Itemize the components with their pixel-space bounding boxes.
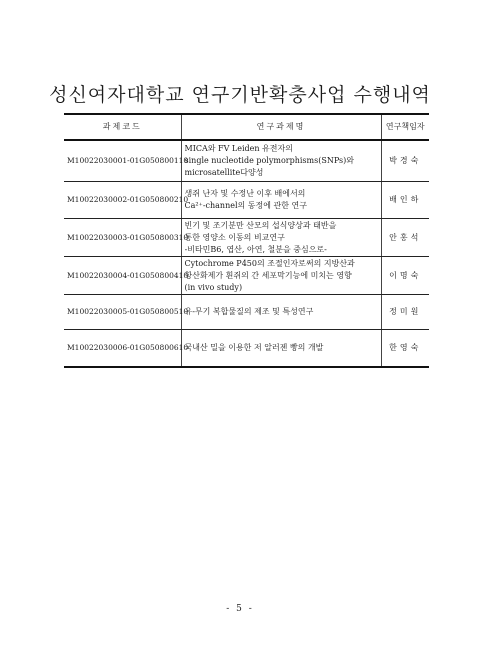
project-name-line: 빈기 및 조기분만 산모의 섭식양상과 태반을	[184, 220, 337, 230]
header-name: 연구과제명	[181, 114, 381, 140]
project-name-line: microsatellite다양성	[184, 168, 264, 177]
project-name-line: 국내산 밀을 이용한 저 알러젠 빵의 개발	[184, 343, 324, 352]
page-title: 성신여자대학교 연구기반확충사업 수행내역	[49, 84, 431, 106]
project-name-line: 항산화제가 흰쥐의 간 세포막기능에 미치는 영향	[184, 270, 352, 280]
project-code: M10022030005-01G050800510	[64, 295, 181, 330]
project-table	[64, 113, 429, 368]
project-name-line: (in vivo study)	[184, 282, 243, 292]
project-name-line: 유-무기 복합물질의 제조 및 특성연구	[184, 307, 314, 316]
project-name	[181, 140, 381, 182]
project-name-line: -비타민B6, 엽산, 아연, 철분을 중심으로-	[184, 244, 327, 254]
project-code: M10022030006-01G050800610	[64, 330, 181, 368]
project-name	[181, 257, 381, 295]
table-header-row	[64, 114, 429, 140]
project-code: M10022030004-01G050800410	[64, 257, 181, 295]
principal-investigator: 정미원	[381, 295, 429, 330]
project-name-line: Cytochrome P450의 조절인자로써의 지방산과	[184, 258, 355, 268]
project-code: M10022030002-01G050800210	[64, 182, 181, 219]
project-code: M10022030003-01G050800310	[64, 219, 181, 257]
principal-investigator: 한영숙	[381, 330, 429, 368]
project-code: M10022030001-01G050800110	[64, 140, 181, 182]
header-code: 과제코드	[64, 114, 181, 140]
project-name-line: 생쥐 난자 및 수정난 이후 배에서의	[184, 189, 306, 198]
project-name	[181, 219, 381, 257]
header-pi: 연구책임자	[381, 114, 429, 140]
table-row	[64, 257, 429, 295]
table-row	[64, 295, 429, 330]
principal-investigator: 배인하	[381, 182, 429, 219]
project-name-line: Ca²⁺-channel의 동정에 관한 연구	[184, 201, 307, 210]
principal-investigator: 박경숙	[381, 140, 429, 182]
principal-investigator: 이명숙	[381, 257, 429, 295]
project-name-line: 통한 영양소 이동의 비교연구	[184, 232, 285, 242]
project-name	[181, 295, 381, 330]
project-name	[181, 330, 381, 368]
project-name	[181, 182, 381, 219]
table-row	[64, 330, 429, 368]
table-row	[64, 182, 429, 219]
table-row	[64, 140, 429, 182]
principal-investigator: 안홍석	[381, 219, 429, 257]
project-name-line: single nucleotide polymorphisms(SNPs)와	[184, 156, 354, 165]
table-row	[64, 219, 429, 257]
project-name-line: MICA와 FV Leiden 유전자의	[184, 144, 293, 153]
page-number: - 5 -	[226, 604, 254, 614]
